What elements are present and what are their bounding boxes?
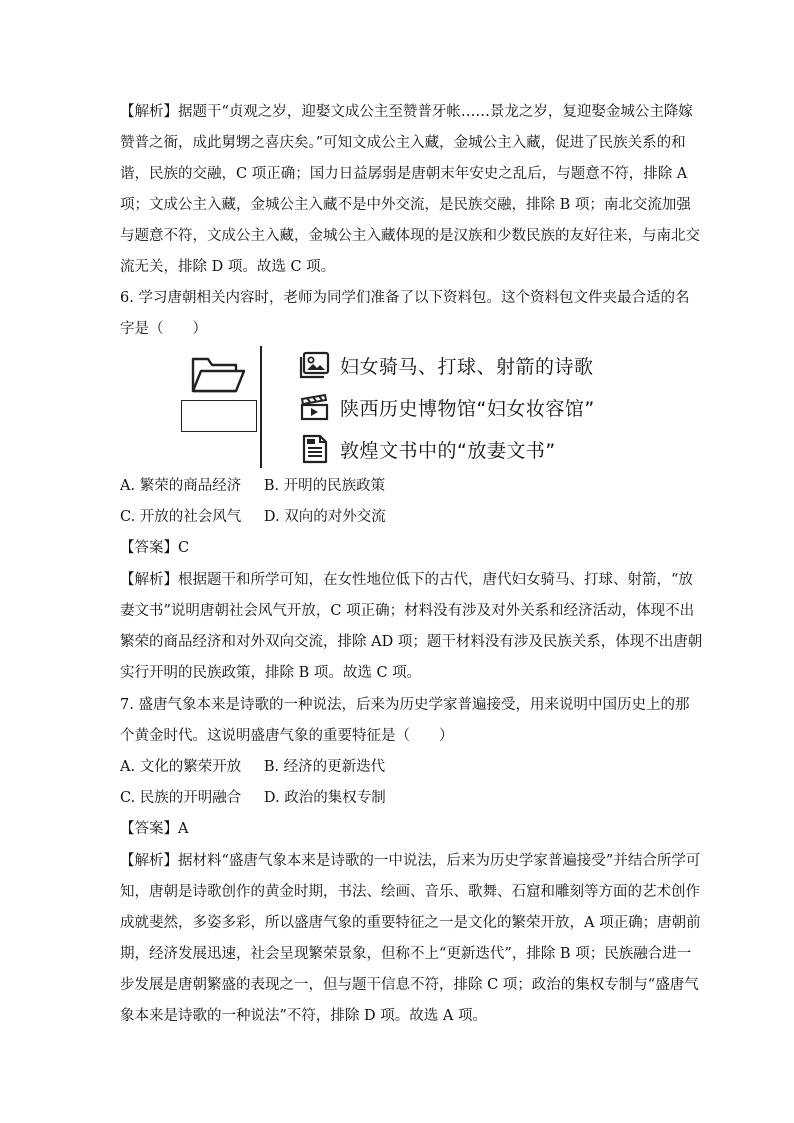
q7-stem	[120, 690, 690, 752]
q5-analysis-line: 项；文成公主入藏，金城公主入藏不是中外交流，是民族交融，排除 B 项；南北交流加强	[120, 197, 691, 213]
q7-analysis	[120, 846, 701, 1032]
q6-analysis	[120, 565, 703, 689]
q6-option-a[interactable]: A. 繁荣的商品经济	[120, 478, 242, 494]
figure-item-label: 陕西历史博物馆“妇女妆容馆”	[340, 397, 595, 420]
q7-stem-line: 个黄金时代。这说明盛唐气象的重要特征是（ ）	[120, 728, 454, 744]
q7-analysis-line: 知，唐朝是诗歌创作的黄金时期，书法、绘画、音乐、歌舞、石窟和雕刻等方面的艺术创作	[120, 884, 700, 900]
q7-option-a[interactable]: A. 文化的繁荣开放	[120, 759, 242, 775]
figure-item-dunhuang	[298, 433, 556, 465]
q7-analysis-line: 步发展是唐朝繁盛的表现之一，但与题干信息不符，排除 C 项；政治的集权专制与“盛唐气	[120, 977, 699, 993]
q6-option-d[interactable]: D. 双向的对外交流	[263, 509, 386, 525]
q7-option-c[interactable]: C. 民族的开明融合	[120, 790, 242, 806]
q5-analysis-line: 与题意不符，文成公主入藏，金城公主入藏体现的是汉族和少数民族的友好往来，与南北交	[120, 228, 700, 244]
q6-option-b[interactable]: B. 开明的民族政策	[263, 478, 386, 494]
q6-options-row	[120, 502, 386, 533]
figure-item-label: 妇女骑马、打球、射箭的诗歌	[340, 355, 594, 378]
q7-option-b[interactable]: B. 经济的更新迭代	[263, 759, 386, 775]
q6-options-row	[120, 471, 385, 502]
q5-analysis	[120, 97, 700, 283]
q6-stem-line: 字是（ ）	[120, 321, 207, 337]
q6-analysis-line: 【解析】根据题干和所学可知，在女性地位低下的古代，唐代妇女骑马、打球、射箭，“放	[120, 572, 693, 588]
q7-answer: 【答案】A	[120, 821, 189, 837]
q6-stem-line: 6. 学习唐朝相关内容时，老师为同学们准备了以下资料包。这个资料包文件夹最合适的名	[120, 290, 690, 306]
figure-item-museum	[298, 391, 595, 423]
q5-analysis-line: 谐，民族的交融，C 项正确；国力日益孱弱是唐朝末年安史之乱后，与题意不符，排除 A	[120, 166, 688, 182]
q7-analysis-line: 成就斐然，多姿多彩，所以盛唐气象的重要特征之一是文化的繁荣开放，A 项正确；唐朝前	[120, 915, 701, 931]
folder-name-box	[181, 400, 257, 432]
q7-analysis-line: 【解析】据材料“盛唐气象本来是诗歌的一中说法，后来为历史学家普遍接受”并结合所学可	[120, 853, 701, 869]
q6-analysis-line: 妻文书”说明唐朝社会风气开放，C 项正确；材料没有涉及对外关系和经济活动，体现不出	[120, 603, 695, 619]
q7-options-row	[120, 752, 385, 783]
q7-analysis-line: 象本来是诗歌的一种说法”不符，排除 D 项。故选 A 项。	[120, 1008, 487, 1024]
figure-item-poems	[298, 349, 594, 381]
figure-divider	[260, 346, 262, 468]
folder-icon	[190, 353, 246, 393]
q7-stem-line: 7. 盛唐气象本来是诗歌的一种说法，后来为历史学家普遍接受，用来说明中国历史上的那	[120, 697, 690, 713]
q6-answer: 【答案】C	[120, 540, 190, 556]
image-icon	[298, 350, 332, 380]
q6-analysis-line: 繁荣的商品经济和对外双向交流，排除 AD 项；题干材料没有涉及民族关系，体现不出唐朝	[120, 634, 703, 650]
q5-analysis-line: 【解析】据题干“贞观之岁，迎娶文成公主至赞普牙帐……景龙之岁，复迎娶金城公主降嫁	[120, 104, 693, 120]
document-icon	[298, 434, 332, 464]
q6-option-c[interactable]: C. 开放的社会风气	[120, 509, 242, 525]
q5-analysis-line: 赞普之衙，成此舅甥之喜庆矣。”可知文成公主入藏，金城公主入藏，促进了民族关系的和	[120, 135, 686, 151]
q7-analysis-line: 期，经济发展迅速，社会呈现繁荣景象，但称不上“更新迭代”，排除 B 项；民族融合进一	[120, 946, 692, 962]
q5-analysis-line: 流无关，排除 D 项。故选 C 项。	[120, 259, 336, 275]
video-icon	[298, 392, 332, 422]
figure-item-label: 敦煌文书中的“放妻文书”	[340, 439, 556, 462]
q7-options-row	[120, 783, 386, 814]
q7-option-d[interactable]: D. 政治的集权专制	[263, 790, 386, 806]
q6-analysis-line: 实行开明的民族政策，排除 B 项。故选 C 项。	[120, 665, 422, 681]
q6-stem	[120, 283, 690, 345]
q6-resource-figure	[178, 343, 648, 471]
